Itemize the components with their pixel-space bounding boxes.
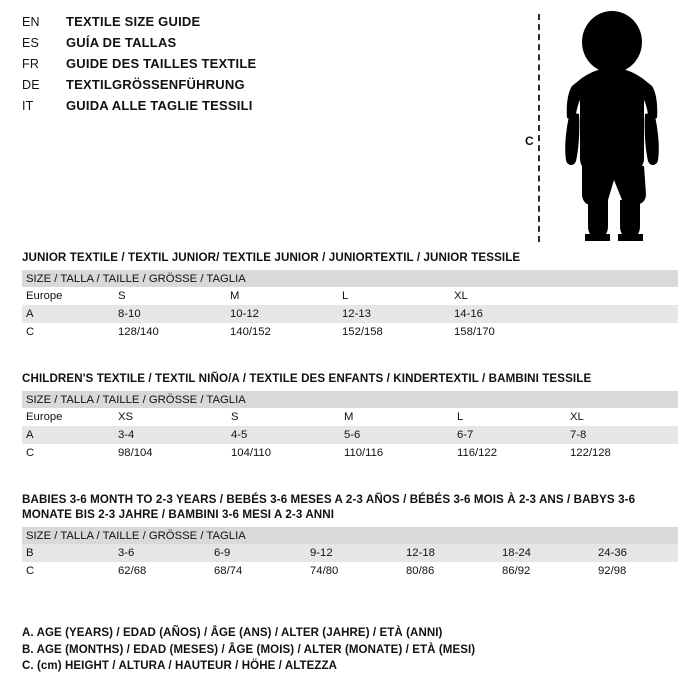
table-row-columns-children — [22, 408, 678, 426]
col-xs-children: XS — [118, 411, 134, 423]
col-s-junior: S — [118, 290, 126, 302]
row-label-a-children: A — [26, 429, 34, 441]
cell-b-2-babies: 6-9 — [214, 547, 231, 559]
cell-c-m-children: 110/116 — [344, 447, 384, 459]
header-row-fr — [22, 56, 502, 77]
table-subheader-junior — [22, 270, 678, 287]
table-children — [22, 391, 678, 462]
col-europe-junior: Europe — [26, 290, 63, 302]
row-label-c-children: C — [26, 447, 35, 459]
table-babies — [22, 527, 678, 580]
col-s-children: S — [231, 411, 239, 423]
section-children-textile — [22, 371, 678, 462]
col-xl-junior: XL — [454, 290, 468, 302]
measure-label-c: C — [522, 132, 537, 150]
language-code-en: EN — [22, 15, 40, 29]
subheader-label-junior: SIZE / TALLA / TAILLE / GRÖSSE / TAGLIA — [26, 272, 246, 285]
row-label-b-babies: B — [26, 547, 34, 559]
cell-c-3-babies: 74/80 — [310, 565, 339, 577]
table-row — [22, 562, 678, 580]
section-title-junior: JUNIOR TEXTILE / TEXTIL JUNIOR/ TEXTILE JUNIOR / JUNIORTEXTIL / JUNIOR TESSILE — [22, 251, 521, 264]
legend-line-c: C. (cm) HEIGHT / ALTURA / HAUTEUR / HÖHE / ALTEZZA — [22, 660, 338, 672]
cell-a-m-junior: 10-12 — [230, 308, 259, 320]
col-m-children: M — [344, 411, 354, 423]
legend-line-b: B. AGE (MONTHS) / EDAD (MESES) / ÂGE (MOIS) / ALTER (MONATE) / ETÀ (MESI) — [22, 643, 476, 656]
cell-c-1-babies: 62/68 — [118, 565, 147, 577]
cell-b-6-babies: 24-36 — [598, 547, 627, 559]
table-subheader-children — [22, 391, 678, 408]
section-junior-textile — [22, 250, 678, 341]
cell-c-6-babies: 92/98 — [598, 565, 627, 577]
col-m-junior: M — [230, 290, 240, 302]
row-label-c-junior: C — [26, 326, 35, 338]
cell-c-s-junior: 128/140 — [118, 326, 159, 338]
cell-c-l-children: 116/122 — [457, 447, 497, 459]
row-label-a-junior: A — [26, 308, 34, 320]
language-code-fr: FR — [22, 57, 40, 71]
cell-a-xl-junior: 14-16 — [454, 308, 483, 320]
section-babies-textile — [22, 492, 678, 580]
title-es: GUÍA DE TALLAS — [66, 35, 177, 50]
legend-notes — [22, 625, 682, 675]
cell-c-l-junior: 152/158 — [342, 326, 383, 338]
cell-a-m-children: 5-6 — [344, 429, 361, 441]
language-code-es: ES — [22, 36, 40, 50]
cell-c-5-babies: 86/92 — [502, 565, 531, 577]
cell-c-m-junior: 140/152 — [230, 326, 271, 338]
header-language-titles — [22, 14, 502, 119]
subheader-label-children: SIZE / TALLA / TAILLE / GRÖSSE / TAGLIA — [26, 393, 246, 406]
language-code-de: DE — [22, 78, 40, 92]
section-title-babies: BABIES 3-6 MONTH TO 2-3 YEARS / BEBÉS 3-6 MESES A 2-3 AÑOS / BÉBÉS 3-6 MOIS À 2-3 ANS / BABYS 3-6 MONATE BIS 2-3 JAHRE / BAMBINI 3-6 MESI A 2-3 ANNI — [22, 493, 636, 521]
legend-line-a: A. AGE (YEARS) / EDAD (AÑOS) / ÂGE (ANS) / ALTER (JAHRE) / ETÀ (ANNI) — [22, 627, 443, 639]
cell-c-xs-children: 98/104 — [118, 447, 153, 459]
header-row-es — [22, 35, 502, 56]
cell-c-xl-junior: 158/170 — [454, 326, 495, 338]
cell-c-2-babies: 68/74 — [214, 565, 243, 577]
cell-a-l-children: 6-7 — [457, 429, 474, 441]
title-fr: GUIDE DES TAILLES TEXTILE — [66, 56, 257, 71]
col-l-children: L — [457, 411, 464, 423]
col-l-junior: L — [342, 290, 349, 302]
table-row-columns-junior — [22, 287, 678, 305]
cell-b-4-babies: 12-18 — [406, 547, 435, 559]
table-subheader-babies — [22, 527, 678, 544]
cell-a-xl-children: 7-8 — [570, 429, 587, 441]
cell-a-s-children: 4-5 — [231, 429, 248, 441]
table-row — [22, 305, 678, 323]
title-en: TEXTILE SIZE GUIDE — [66, 14, 201, 29]
cell-a-l-junior: 12-13 — [342, 308, 371, 320]
cell-b-1-babies: 3-6 — [118, 547, 135, 559]
table-junior — [22, 270, 678, 341]
cell-a-s-junior: 8-10 — [118, 308, 141, 320]
table-row — [22, 444, 678, 462]
cell-b-5-babies: 18-24 — [502, 547, 531, 559]
col-xl-children: XL — [570, 411, 584, 423]
row-label-c-babies: C — [26, 565, 35, 577]
title-de: TEXTILGRÖSSENFÜHRUNG — [66, 77, 245, 92]
child-silhouette-icon — [552, 8, 682, 243]
cell-b-3-babies: 9-12 — [310, 547, 333, 559]
title-it: GUIDA ALLE TAGLIE TESSILI — [66, 98, 253, 113]
table-row — [22, 426, 678, 444]
header-row-de — [22, 77, 502, 98]
height-measure-figure — [500, 6, 690, 246]
table-row — [22, 323, 678, 341]
col-europe-children: Europe — [26, 411, 63, 423]
cell-c-xl-children: 122/128 — [570, 447, 611, 459]
table-row — [22, 544, 678, 562]
measure-dashed-line — [538, 14, 540, 242]
cell-a-xs-children: 3-4 — [118, 429, 135, 441]
section-title-children: CHILDREN'S TEXTILE / TEXTIL NIÑO/A / TEXTILE DES ENFANTS / KINDERTEXTIL / BAMBINI TESSILE — [22, 372, 592, 385]
header-row-en — [22, 14, 502, 35]
language-code-it: IT — [22, 99, 34, 113]
subheader-label-babies: SIZE / TALLA / TAILLE / GRÖSSE / TAGLIA — [26, 529, 246, 542]
cell-c-s-children: 104/110 — [231, 447, 271, 459]
cell-c-4-babies: 80/86 — [406, 565, 435, 577]
header-row-it — [22, 98, 502, 119]
